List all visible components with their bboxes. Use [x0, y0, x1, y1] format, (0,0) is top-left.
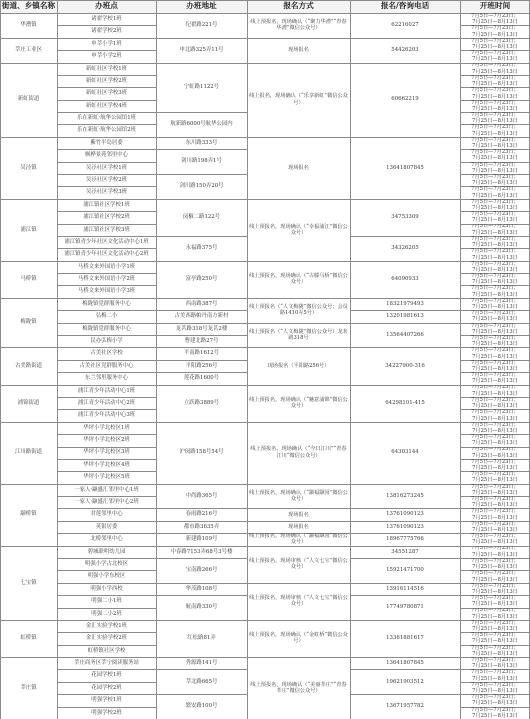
class-time: 7月5日—7月23日； 7月25日—8月13日	[471, 384, 519, 397]
class-time: 7月5日—7月23日； 7月25日—8月13日	[471, 99, 519, 112]
class-address: 平阳路256号	[185, 362, 218, 369]
class-address: 剑川路150弄20号	[179, 183, 224, 190]
contact-phone: 13641807845	[386, 164, 424, 171]
signup-method: 现场报名（平阳路256号）	[267, 362, 330, 369]
class-time: 7月5日—7月23日； 7月25日—8月13日	[471, 471, 519, 484]
header-address: 办班地址	[156, 0, 247, 13]
class-address: 剑川路198弄1号	[181, 158, 222, 165]
signup-method: 线上预报名，现场确认（“美丽莘庄”“青春莘庄”微信公众号）	[250, 681, 347, 695]
class-address: 西南路387号	[185, 300, 218, 307]
signup-method: 现场报名	[288, 511, 309, 518]
header-point: 办班点	[57, 0, 156, 13]
class-address: 富亭路250号	[185, 276, 218, 283]
class-address: 申北路325弄11号	[179, 46, 224, 53]
class-time: 7月5日—7月23日； 7月25日—8月13日	[471, 557, 519, 571]
class-time: 7月5日—7月23日； 7月25日—8月13日	[471, 694, 519, 707]
town-name: 虹桥镇	[20, 635, 37, 642]
class-point: 新虹社区学校3班	[85, 90, 128, 97]
town-name: 浦江镇	[20, 226, 37, 233]
signup-method: 线上预报名，现场确认（“聚力华漕”“青春华漕”微信公众号）	[250, 19, 347, 32]
class-point: 明强小学东校区	[87, 573, 126, 580]
class-address: 繁安路100号	[185, 703, 218, 710]
class-point: 吴泾社区学校1班	[85, 164, 128, 171]
class-time: 7月5日—7月23日； 7月25日—8月13日	[471, 198, 519, 211]
contact-phone: 17749780871	[386, 604, 424, 611]
class-time: 7月5日—7月23日； 7月25日—8月13日	[471, 458, 519, 472]
class-time: 7月5日—7月23日； 7月25日—8月13日	[471, 174, 519, 187]
class-point: 华坪小学北校区2班	[83, 437, 130, 444]
class-address: 莘北路665号	[185, 678, 218, 685]
row-divider	[0, 0, 530, 1]
class-time: 7月5日—7月23日； 7月25日—8月13日	[471, 322, 519, 335]
signup-method: 线上报名，现场确认（“乐享新虹”微信公众号）	[249, 93, 348, 106]
contact-phone: 13761090123	[386, 523, 424, 530]
class-time: 7月5日—7月23日； 7月25日—8月13日	[471, 161, 519, 174]
class-point: 弘梅二小	[95, 313, 118, 320]
class-time: 7月5日—7月23日； 7月25日—8月13日	[471, 112, 519, 125]
contact-phone: 62216027	[391, 22, 419, 29]
class-time: 7月5日—7月23日； 7月25日—8月13日	[471, 223, 519, 236]
class-address: 都市路3635弄	[183, 523, 220, 530]
signup-method: 线上预报名（“人文梅陇”微信公众号）龙茗路318号	[249, 328, 348, 342]
contact-phone: 18321979493	[386, 300, 424, 307]
class-address: 曹建北路27号	[184, 338, 219, 345]
signup-method: 线上预报名，现场确认（“颛福颛园”微信公众号）	[249, 489, 348, 503]
signup-method: 线上预报名，现场确认（“魅意浦锦”微信公众号）	[249, 396, 348, 410]
class-address: 中尚路365号	[185, 492, 218, 499]
class-time: 7月5日—7月23日； 7月25日—8月13日	[471, 545, 519, 558]
class-point: 明强学校2班	[91, 709, 122, 716]
class-point: 马桥文来外国语小学1班	[77, 263, 136, 270]
class-point: 华坪小学北校区3班	[83, 449, 130, 456]
header-phone: 报名/咨询电话	[350, 0, 460, 13]
town-name: 梅陇镇	[20, 319, 37, 326]
contact-phone: 13671957782	[386, 703, 424, 710]
class-time: 7月5日—7月23日； 7月25日—8月13日	[471, 396, 519, 410]
class-time: 7月5日—7月23日； 7月25日—8月13日	[471, 570, 519, 583]
town-name: 颛桥镇	[20, 511, 37, 518]
town-name: 江川路街道	[15, 449, 42, 456]
class-address: 莲花路1600号	[183, 375, 220, 382]
class-point: 东兰邻里服务中心	[84, 375, 129, 382]
signup-method: 线上预报名，现场确认（“颛福颛园”微信公众号）	[249, 533, 348, 546]
contact-phone: 34551287	[391, 548, 419, 555]
town-name: 古美路街道	[15, 362, 42, 369]
class-point: 明强二小2班	[91, 610, 122, 617]
class-address: 沪闵路158号54号	[179, 449, 224, 456]
class-time: 7月5日—7月23日； 7月25日—8月13日	[471, 533, 519, 546]
contact-phone: 60662219	[391, 96, 419, 103]
header-time: 开班时间	[460, 0, 530, 13]
class-address: 华茂路108号	[185, 585, 218, 592]
class-point: 申莘小学2班	[91, 53, 122, 60]
class-time: 7月5日—7月23日； 7月25日—8月13日	[471, 359, 519, 372]
class-time: 7月5日—7月23日； 7月25日—8月13日	[471, 248, 519, 261]
contact-phone: 15921471700	[386, 567, 424, 574]
class-address: 古美西路帕丹南方新村	[174, 313, 229, 320]
class-point: 古美社区学校	[90, 350, 123, 357]
class-time: 7月5日—7月23日； 7月25日—8月13日	[471, 186, 519, 199]
class-time: 7月5日—7月23日； 7月25日—8月13日	[471, 25, 519, 38]
class-point: 马桥文来外国语小学3班	[77, 288, 136, 295]
class-point: 明强二小1班	[91, 598, 122, 605]
class-point: 一家人·颛盛汇邻里中心2班	[74, 499, 139, 506]
class-point: 诸翟学校1班	[91, 15, 122, 22]
class-time: 7月5日—7月23日； 7月25日—8月13日	[471, 421, 519, 434]
signup-method: 线上预报名，现场确认（“金虹桥”微信公众号）	[249, 632, 348, 645]
class-time: 7月5日—7月23日； 7月25日—8月13日	[471, 409, 519, 422]
signup-method: 线上预报名，现场审核（“人文七宝”微信公众号）	[249, 595, 348, 608]
contact-phone: 13201981613	[386, 313, 424, 320]
class-address: 宝南路266号	[185, 567, 218, 574]
class-point: 古美社区党群服务中心	[79, 362, 134, 369]
class-point: 吴泾社区学校3班	[85, 189, 128, 196]
class-address: 龙茗路318号龙茗2楼	[175, 325, 228, 332]
contact-phone: 19621903512	[386, 678, 424, 685]
contact-phone: 13816273245	[386, 492, 424, 499]
signup-method: 线上预报名（“人文梅陇”微信公众号；会员路1410弄5号）	[249, 304, 348, 317]
class-point: 金汇实验学校2班	[85, 635, 128, 642]
town-name: 浦锦街道	[17, 399, 40, 406]
class-point: 君莲邻里中心	[90, 511, 123, 518]
town-name: 七宝镇	[20, 579, 37, 586]
signup-method: 现场报名	[288, 523, 309, 530]
town-name: 莘庄工业区	[15, 46, 42, 53]
class-time: 7月5日—7月23日； 7月25日—8月13日	[471, 607, 519, 620]
contact-phone: 34753309	[391, 214, 419, 221]
town-name: 吴泾镇	[20, 164, 37, 171]
class-point: 紫竹半岛居委	[90, 139, 123, 146]
class-address: 中春路7153弄68号3号楼	[170, 548, 233, 555]
class-point: 花园学校1班	[91, 672, 122, 679]
class-point: 新虹社区学校2班	[85, 77, 128, 84]
column-divider	[57, 0, 58, 719]
class-address: 立跃路3889号	[183, 399, 220, 406]
class-point: 浦江镇社区学校1班	[83, 201, 130, 208]
class-time: 7月5日—7月23日； 7月25日—8月13日	[471, 310, 519, 323]
class-point: 金汇实验学校1班	[85, 622, 128, 629]
class-point: 新虹社区学校1班	[85, 65, 128, 72]
class-point: 明强小学古北校区	[84, 560, 129, 567]
class-time: 7月5日—7月23日； 7月25日—8月13日	[471, 62, 519, 75]
class-address: 闵椒二路122号	[182, 214, 221, 221]
class-time: 7月5日—7月23日； 7月25日—8月13日	[471, 50, 519, 63]
class-point: 浦江镇青少年社区文化活动中心2班	[64, 251, 149, 258]
class-point: 华坪小学北校区4班	[83, 461, 130, 468]
class-time: 7月5日—7月23日； 7月25日—8月13日	[471, 37, 519, 50]
class-address: 宁虹路1122号	[183, 84, 220, 91]
class-time: 7月5日—7月23日； 7月25日—8月13日	[471, 297, 519, 311]
class-point: 虹桥镇社区学校	[87, 647, 126, 654]
class-address: 秀源路141号	[185, 660, 218, 667]
class-time: 7月5日—7月23日； 7月25日—8月13日	[471, 632, 519, 645]
class-time: 7月5日—7月23日； 7月25日—8月13日	[471, 235, 519, 249]
town-name: 莘庄镇	[20, 684, 37, 691]
class-point: 浦江青少年活动中心2班	[77, 399, 136, 406]
contact-phone: 13761090123	[386, 511, 424, 518]
class-point: 华坪小学北校区1班	[83, 424, 130, 431]
class-time: 7月5日—7月23日； 7月25日—8月13日	[471, 595, 519, 608]
contact-phone: 13916114516	[386, 585, 424, 592]
class-address: 红松路81弄	[187, 635, 216, 642]
class-time: 7月5日—7月23日； 7月25日—8月13日	[471, 644, 519, 657]
class-point: 浦江青少年活动中心1班	[77, 387, 136, 394]
class-time: 7月5日—7月23日； 7月25日—8月13日	[471, 706, 519, 719]
class-time: 7月5日—7月23日； 7月25日—8月13日	[471, 285, 519, 298]
class-time: 7月5日—7月23日； 7月25日—8月13日	[471, 372, 519, 385]
class-point: 诸翟学校2班	[91, 28, 122, 35]
class-point: 枫桦景苑邻里中心	[84, 152, 129, 159]
class-address: 永福路375号	[185, 245, 218, 252]
contact-phone: 34326205	[391, 245, 419, 252]
class-time: 7月5日—7月23日； 7月25日—8月13日	[471, 669, 519, 682]
class-address: 东川路333号	[185, 139, 218, 146]
class-time: 7月5日—7月23日； 7月25日—8月13日	[471, 681, 519, 695]
contact-phone: 54426203	[391, 46, 419, 53]
town-name: 华漕镇	[20, 22, 37, 29]
contact-phone: 13564407266	[386, 331, 424, 338]
signup-method: 线上预报名，现场确认（“幸福浦江”微信公众号）	[249, 223, 348, 236]
class-address: 平南路1612号	[183, 350, 220, 357]
class-time: 7月5日—7月23日； 7月25日—8月13日	[471, 496, 519, 509]
class-time: 7月5日—7月23日； 7月25日—8月13日	[471, 74, 519, 88]
contact-phone: 13361881617	[386, 635, 424, 642]
contact-phone: 64090933	[391, 276, 419, 283]
class-point: 华坪小学北校区5班	[83, 474, 130, 481]
class-point: 马桥文来外国语小学2班	[77, 276, 136, 283]
class-point: 英银居委	[95, 523, 118, 530]
contact-phone: 13641807845	[386, 660, 424, 667]
class-point: 浦江镇社区学校3班	[83, 226, 130, 233]
class-address: 航新路6000号航华公园内	[170, 121, 233, 128]
town-name: 马桥镇	[20, 276, 37, 283]
header-town: 街道、乡镇名称	[0, 0, 57, 13]
header-method: 报名方式	[247, 0, 350, 13]
class-time: 7月5日—7月23日； 7月25日—8月13日	[471, 619, 519, 633]
class-point: 明强小学西校	[90, 585, 123, 592]
signup-method: 线上预报名，现场确认（“今日江川”“青春江川”微信公众号）	[250, 446, 347, 459]
class-time: 7月5日—7月23日； 7月25日—8月13日	[471, 335, 519, 348]
contact-phone: 34227900-316	[385, 362, 425, 369]
signup-method: 现场报名	[288, 47, 309, 54]
contact-phone: 64303144	[391, 449, 419, 456]
class-point: 花园学校2班	[91, 684, 122, 691]
class-time: 7月5日—7月23日； 7月25日—8月13日	[471, 446, 519, 459]
class-address: 春雨路216号	[185, 511, 218, 518]
class-address: 航南路330号	[185, 604, 218, 611]
class-time: 7月5日—7月23日； 7月25日—8月13日	[471, 13, 519, 26]
class-time: 7月5日—7月23日； 7月25日—8月13日	[471, 149, 519, 162]
class-point: 碧城联明幼儿园	[87, 548, 126, 555]
class-time: 7月5日—7月23日； 7月25日—8月13日	[471, 347, 519, 360]
contact-phone: 64298101-415	[385, 399, 425, 406]
class-time: 7月5日—7月23日； 7月25日—8月13日	[471, 657, 519, 670]
class-time: 7月5日—7月23日； 7月25日—8月13日	[471, 124, 519, 137]
signup-method: 线上预报名，现场确认（“古滕马桥”微信公众号）	[249, 273, 348, 286]
class-point: 乐在新虹·航华公园馆2班	[76, 127, 137, 134]
class-time: 7月5日—7月23日； 7月25日—8月13日	[471, 211, 519, 224]
class-point: 吴泾社区学校2班	[85, 177, 128, 183]
class-time: 7月5日—7月23日； 7月25日—8月13日	[471, 483, 519, 496]
class-point: 梅陇镇党群服务中心	[82, 300, 131, 307]
class-point: 申莘小学1班	[91, 40, 122, 47]
signup-method: 线上预报名，现场审核（“人文七宝”微信公众号）	[249, 557, 348, 571]
class-point: 一家人·颛盛汇邻里中心1班	[74, 486, 139, 493]
column-divider	[0, 0, 1, 719]
column-divider	[460, 0, 461, 719]
class-point: 新虹社区学校4班	[85, 102, 128, 109]
column-divider	[156, 0, 157, 719]
signup-method: 现场报名	[288, 164, 309, 171]
class-point: 北桥邻里中心	[90, 536, 123, 543]
class-point: 浦江镇社区学校2班	[83, 214, 130, 221]
class-point: 明强学校1班	[91, 697, 122, 704]
column-divider	[350, 0, 351, 719]
class-point: 浦江镇青少年社区文化活动中心1班	[64, 238, 149, 245]
class-point: 莘庄商务区莘宁阅读服务站	[74, 660, 139, 667]
class-time: 7月5日—7月23日； 7月25日—8月13日	[471, 260, 519, 273]
column-divider	[247, 0, 248, 719]
class-time: 7月5日—7月23日； 7月25日—8月13日	[471, 508, 519, 521]
class-point: 乐在新虹·航华公园馆1班	[76, 115, 137, 122]
class-time: 7月5日—7月23日； 7月25日—8月13日	[471, 434, 519, 447]
class-address: 纪翟路221号	[185, 22, 218, 29]
contact-phone: 18967775766	[386, 536, 424, 543]
class-point: 浦江青少年活动中心3班	[77, 412, 136, 419]
class-time: 7月5日—7月23日； 7月25日—8月13日	[471, 136, 519, 150]
class-point: 梅陇镇党群服务中心	[82, 325, 131, 332]
class-time: 7月5日—7月23日； 7月25日—8月13日	[471, 87, 519, 100]
class-address: 新建路109号	[185, 536, 218, 543]
class-time: 7月5日—7月23日； 7月25日—8月13日	[471, 520, 519, 533]
town-name: 新虹街道	[17, 96, 40, 103]
class-time: 7月5日—7月23日； 7月25日—8月13日	[471, 582, 519, 595]
class-point: 民办弘梅小学	[90, 338, 123, 345]
class-time: 7月5日—7月23日； 7月25日—8月13日	[471, 273, 519, 286]
